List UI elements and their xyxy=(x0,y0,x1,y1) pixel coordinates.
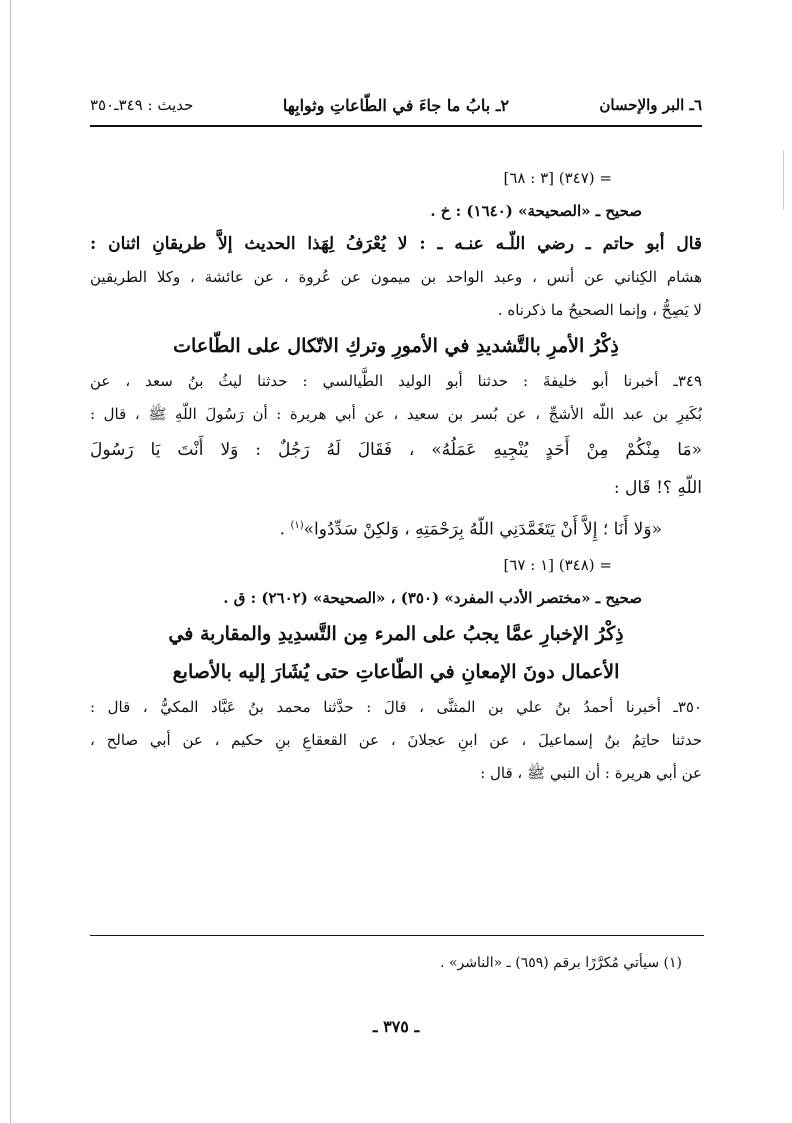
matn-text: «وَلا أَنَا ؛ إِلاَّ أَنْ يَتَغَمَّدَنِي اللّهُ بِرَحْمَتِهِ ، وَلكِنْ سَدِّدُوا» xyxy=(303,519,662,540)
page-body xyxy=(90,162,702,790)
matn-line: اللّهِ ؟! قَال : xyxy=(613,478,702,498)
reference-348: = (٣٤٨) [١ : ٦٧] xyxy=(503,555,612,574)
header-hadith-range: حديث : ٣٤٩ـ٣٥٠ xyxy=(90,96,194,114)
isnad-line: حدثنا حاتِمُ بنُ إسماعيلَ ، عن ابنِ عجلانَ ، عن القعقاعِ بنِ حكيم ، عن أبي صالح ، xyxy=(90,730,702,749)
matn-tail: . xyxy=(279,519,291,540)
section-heading-1: ذِكْرُ الأمرِ بالتَّشديدِ في الأمورِ وتركِ الاتّكال على الطّاعات xyxy=(173,335,619,357)
comment-line: قال أبو حاتم ـ رضي اللّـه عنـه ـ : لا يُعْرَفُ لِهَذا الحديث إلاَّ طريقانِ اثنان : xyxy=(90,234,702,254)
page-left-edge xyxy=(10,0,11,1123)
footnote: (١) سيأتي مُكرَّرًا برقم (٦٥٩) ـ «الناشر» . xyxy=(440,955,682,971)
running-header xyxy=(90,96,702,120)
header-rule xyxy=(90,125,702,127)
footnote-rule xyxy=(90,935,704,936)
isnad-line: ٣٤٩ـ أخبرنا أبو خليفةَ : حدثنا أبو الوليد الطَّيالسي : حدثنا ليثُ بنُ سعد ، عن xyxy=(90,372,702,390)
comment-line: لا يَصِحُّ ، وإنما الصحيحُ ما ذكرناه . xyxy=(497,301,702,319)
page-number: ـ ٣٧٥ ـ xyxy=(372,1017,420,1036)
footnote-mark: (١) xyxy=(290,520,304,531)
reference-347: = (٣٤٧) [٣ : ٦٨] xyxy=(503,169,612,187)
page-right-mark xyxy=(783,150,784,210)
isnad-line: بُكَيرِ بن عبد اللّه الأشجِّ ، عن بُسر بن سعيد ، عن أبي هريرة : أن رَسُولَ اللّهِ ﷺ ، قال : xyxy=(90,405,702,423)
header-section: ٢ـ بابُ ما جاءَ في الطّاعاتِ وثوابِها xyxy=(282,96,510,115)
isnad-line: عن أبي هريرة : أن النبي ﷺ ، قال : xyxy=(480,763,702,782)
grade-348: صحيح ـ «مختصر الأدب المفرد» (٣٥٠) ، «الصحيحة» (٢٦٠٢) : ق . xyxy=(223,588,642,607)
section-heading-2: الأعمال دونَ الإمعانِ في الطّاعاتِ حتى يُشَارَ إليه بالأصابع xyxy=(172,660,620,683)
comment-line: هشام الكِناني عن أنس ، وعبد الواحد بن ميمون عن عُروة ، عن عائشة ، وكلا الطريقين xyxy=(90,268,702,286)
matn-line: «مَا مِنْكُمْ مِنْ أَحَدٍ يُنْجِيهِ عَمَلُهُ» ، فَقَالَ لَهُ رَجُلٌ : وَلا أَنْتَ يَا رَسُولَ xyxy=(90,440,702,460)
header-chapter: ٦ـ البر والإحسان xyxy=(599,96,702,114)
isnad-line: ٣٥٠ـ أخبرنا أحمدُ بنُ علي بن المثنَّى ، قالَ : حدَّثنا محمد بنُ عَبَّاد المكيُّ ، قال : xyxy=(90,697,702,716)
section-heading-2: ذِكْرُ الإخبارِ عمَّا يجبُ على المرء مِن التَّسدِيدِ والمقاربة في xyxy=(168,622,624,645)
matn-line-end xyxy=(90,507,702,549)
grade-347: صحيح ـ «الصحيحة» (١٦٤٠) : خ . xyxy=(430,202,642,220)
